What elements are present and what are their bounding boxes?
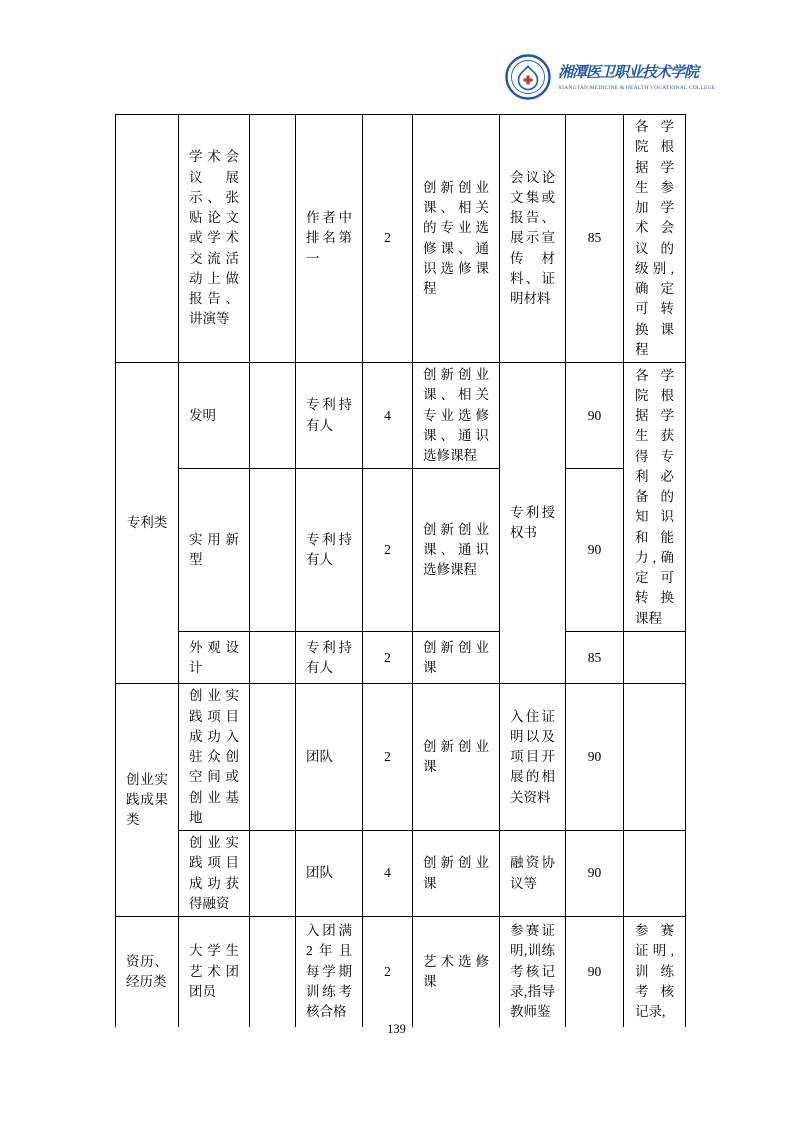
cell-arttroupe-note: 参赛证明,训练考核记录, [624,917,686,1027]
cell-invention-score: 90 [566,363,624,469]
college-name-en: XIANGTAN MEDICINE & HEALTH VOCATIONAL COLLEGE [558,85,716,91]
cell-academic-note: 各学院根据学生参加学术会议的级别,确定可转换课程 [624,115,686,363]
cell-design-note [624,632,686,684]
cell-financing-evidence: 融资协议等 [500,831,566,917]
cell-design-level [250,632,296,684]
cell-academic-item: 学术会议展示、张贴论文或学术交流活动上做报告、讲演等 [179,115,250,363]
cell-arttroupe-score: 90 [566,917,624,1027]
page-number: 139 [387,1022,406,1036]
credit-conversion-table [115,114,686,1027]
cell-invention-level [250,363,296,469]
cell-design-course: 创新创业课 [413,632,500,684]
cell-arttroupe-evidence: 参赛证明,训练考核记录,指导教师鉴 [500,917,566,1027]
cell-design-credit: 2 [363,632,413,684]
cell-incubation-requirement: 团队 [296,684,363,831]
cell-incubation-note [624,684,686,831]
cell-incubation-evidence: 入住证明以及项目开展的相关资料 [500,684,566,831]
cell-academic-requirement: 作者中排名第一 [296,115,363,363]
cell-invention-item: 发明 [179,363,250,469]
cell-category-experience: 资历、经历类 [116,917,179,1027]
college-name-cn: 湘潭医卫职业技术学院 [558,65,699,81]
cell-utility-credit: 2 [363,469,413,632]
college-name-block [558,63,715,91]
cell-invention-course: 创新创业课、相关专业选修课、通识选修课程 [413,363,500,469]
cell-design-score: 85 [566,632,624,684]
cell-academic-score: 85 [566,115,624,363]
cell-arttroupe-course: 艺术选修课 [413,917,500,1027]
cell-financing-requirement: 团队 [296,831,363,917]
cell-financing-item: 创业实践项目成功获得融资 [179,831,250,917]
cell-invention-credit: 4 [363,363,413,469]
cell-academic-level [250,115,296,363]
college-logo [505,54,715,100]
cell-incubation-item: 创业实践项目成功入驻众创空间或创业基地 [179,684,250,831]
cell-design-item: 外观设计 [179,632,250,684]
cell-arttroupe-credit: 2 [363,917,413,1027]
cell-academic-credit: 2 [363,115,413,363]
cell-incubation-score: 90 [566,684,624,831]
cell-utility-item: 实用新型 [179,469,250,632]
cell-financing-course: 创新创业课 [413,831,500,917]
cell-design-requirement: 专利持有人 [296,632,363,684]
cell-category-startup: 创业实践成果类 [116,684,179,917]
cell-financing-score: 90 [566,831,624,917]
cell-utility-score: 90 [566,469,624,632]
college-emblem-icon [505,54,551,100]
cell-financing-level [250,831,296,917]
cell-incubation-level [250,684,296,831]
cell-utility-requirement: 专利持有人 [296,469,363,632]
cell-incubation-credit: 2 [363,684,413,831]
cell-financing-credit: 4 [363,831,413,917]
cell-utility-course: 创新创业课、通识选修课程 [413,469,500,632]
cell-academic-evidence: 会议论文集或报告、展示宣传材料、证明材料 [500,115,566,363]
cell-financing-note [624,831,686,917]
cell-category-patent: 专利类 [116,363,179,684]
cell-utility-level [250,469,296,632]
cell-academic-category-cont [116,115,179,363]
cell-patent-note: 各学院根据学生获得专利必备的知识和能力,确定可转换课程 [624,363,686,632]
cell-incubation-course: 创新创业课 [413,684,500,831]
cell-arttroupe-requirement: 入团满2年且每学期训练考核合格 [296,917,363,1027]
cell-arttroupe-level [250,917,296,1027]
cell-academic-course: 创新创业课、相关的专业选修课、通识选修课程 [413,115,500,363]
cell-patent-evidence: 专利授权书 [500,363,566,684]
cell-arttroupe-item: 大学生艺术团团员 [179,917,250,1027]
cell-invention-requirement: 专利持有人 [296,363,363,469]
